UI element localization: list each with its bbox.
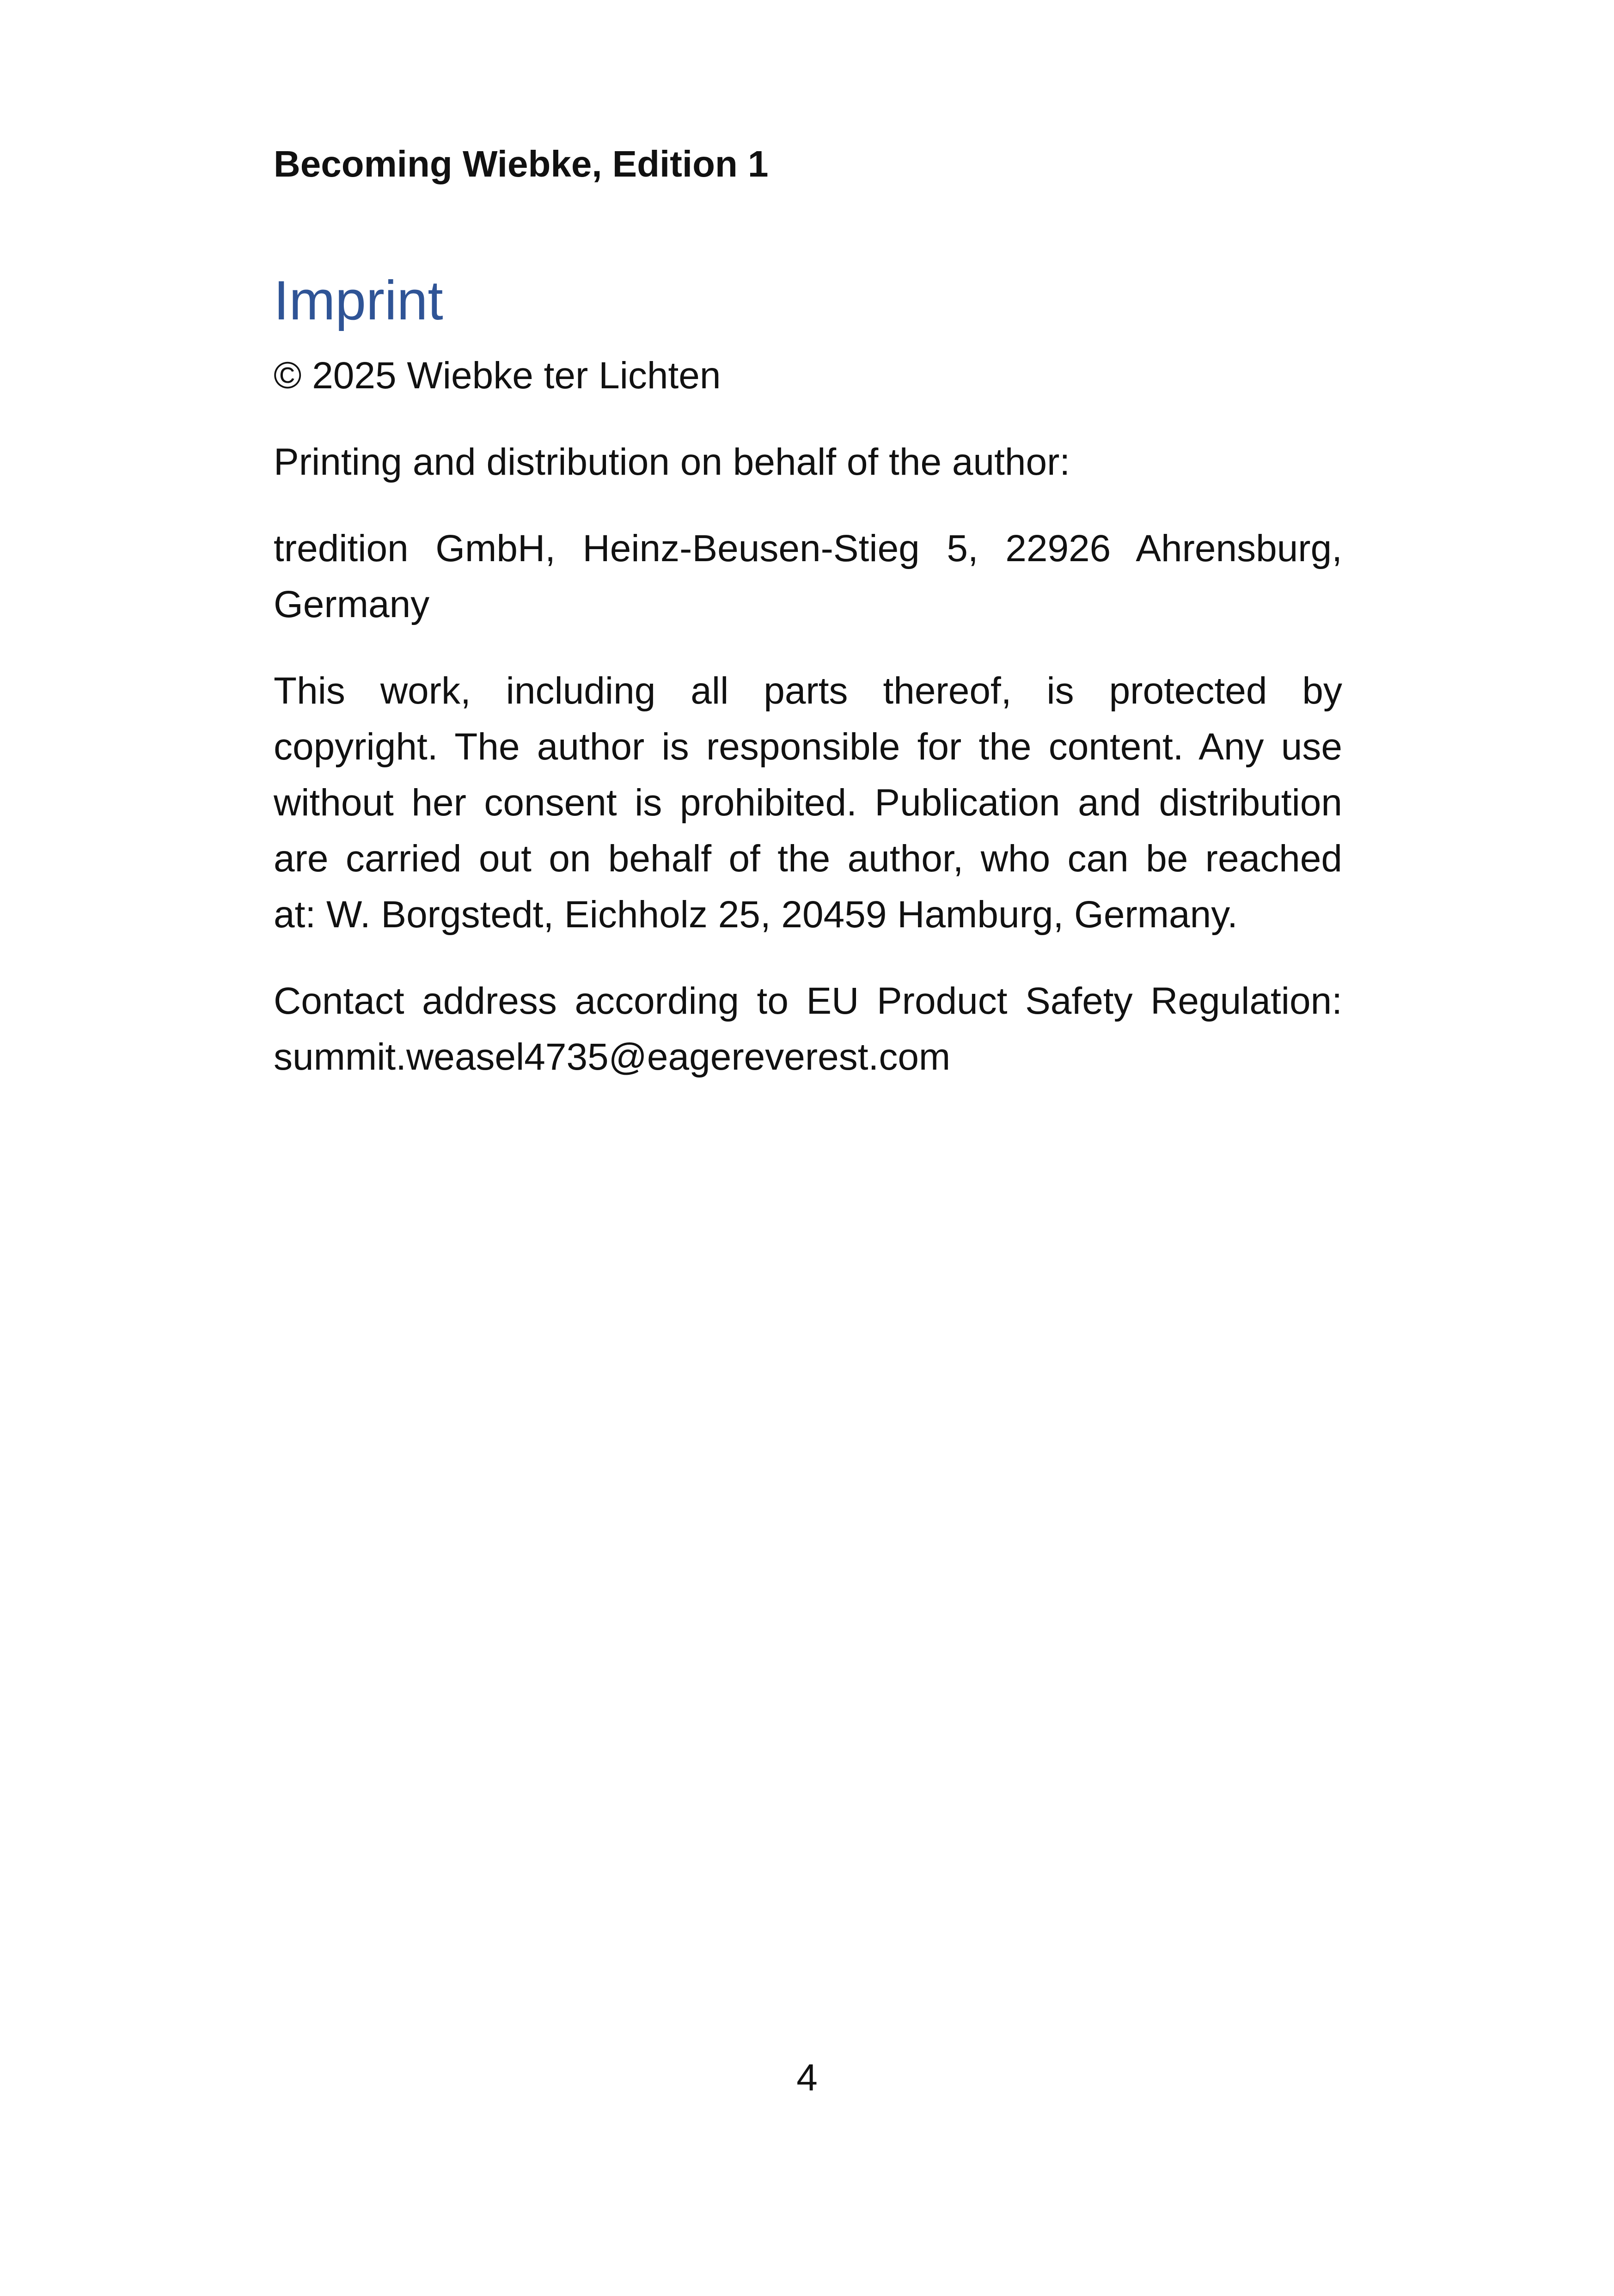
publisher-address [274, 520, 1342, 632]
imprint-heading: Imprint [274, 269, 443, 331]
printing-distribution-line: Printing and distribution on behalf of the author: [274, 441, 1070, 483]
page-number: 4 [796, 2057, 818, 2099]
copyright-line: © 2025 Wiebke ter Lichten [274, 355, 721, 397]
legal-notice-line-1: This work, including all parts thereof, is protected by [274, 670, 1342, 712]
legal-notice-line-2: copyright. The author is responsible for the content. Any use [274, 726, 1342, 768]
imprint-content [274, 139, 1342, 1085]
contact-address [274, 973, 1342, 1085]
publisher-address-line-2: Germany [274, 583, 430, 625]
contact-address-line-1: Contact address according to EU Product Safety Regulation: [274, 980, 1342, 1022]
legal-notice-line-5: at: W. Borgstedt, Eichholz 25, 20459 Hamburg, Germany. [274, 894, 1238, 936]
legal-notice-line-4: are carried out on behalf of the author, who can be reached [274, 838, 1342, 880]
publisher-address-line-1: tredition GmbH, Heinz-Beusen-Stieg 5, 22926 Ahrensburg, [274, 527, 1342, 569]
legal-notice-line-3: without her consent is prohibited. Publication and distribution [274, 782, 1342, 824]
legal-notice [274, 663, 1342, 943]
running-header: Becoming Wiebke, Edition 1 [274, 143, 769, 184]
contact-email: summit.weasel4735@eagereverest.com [274, 1036, 951, 1078]
